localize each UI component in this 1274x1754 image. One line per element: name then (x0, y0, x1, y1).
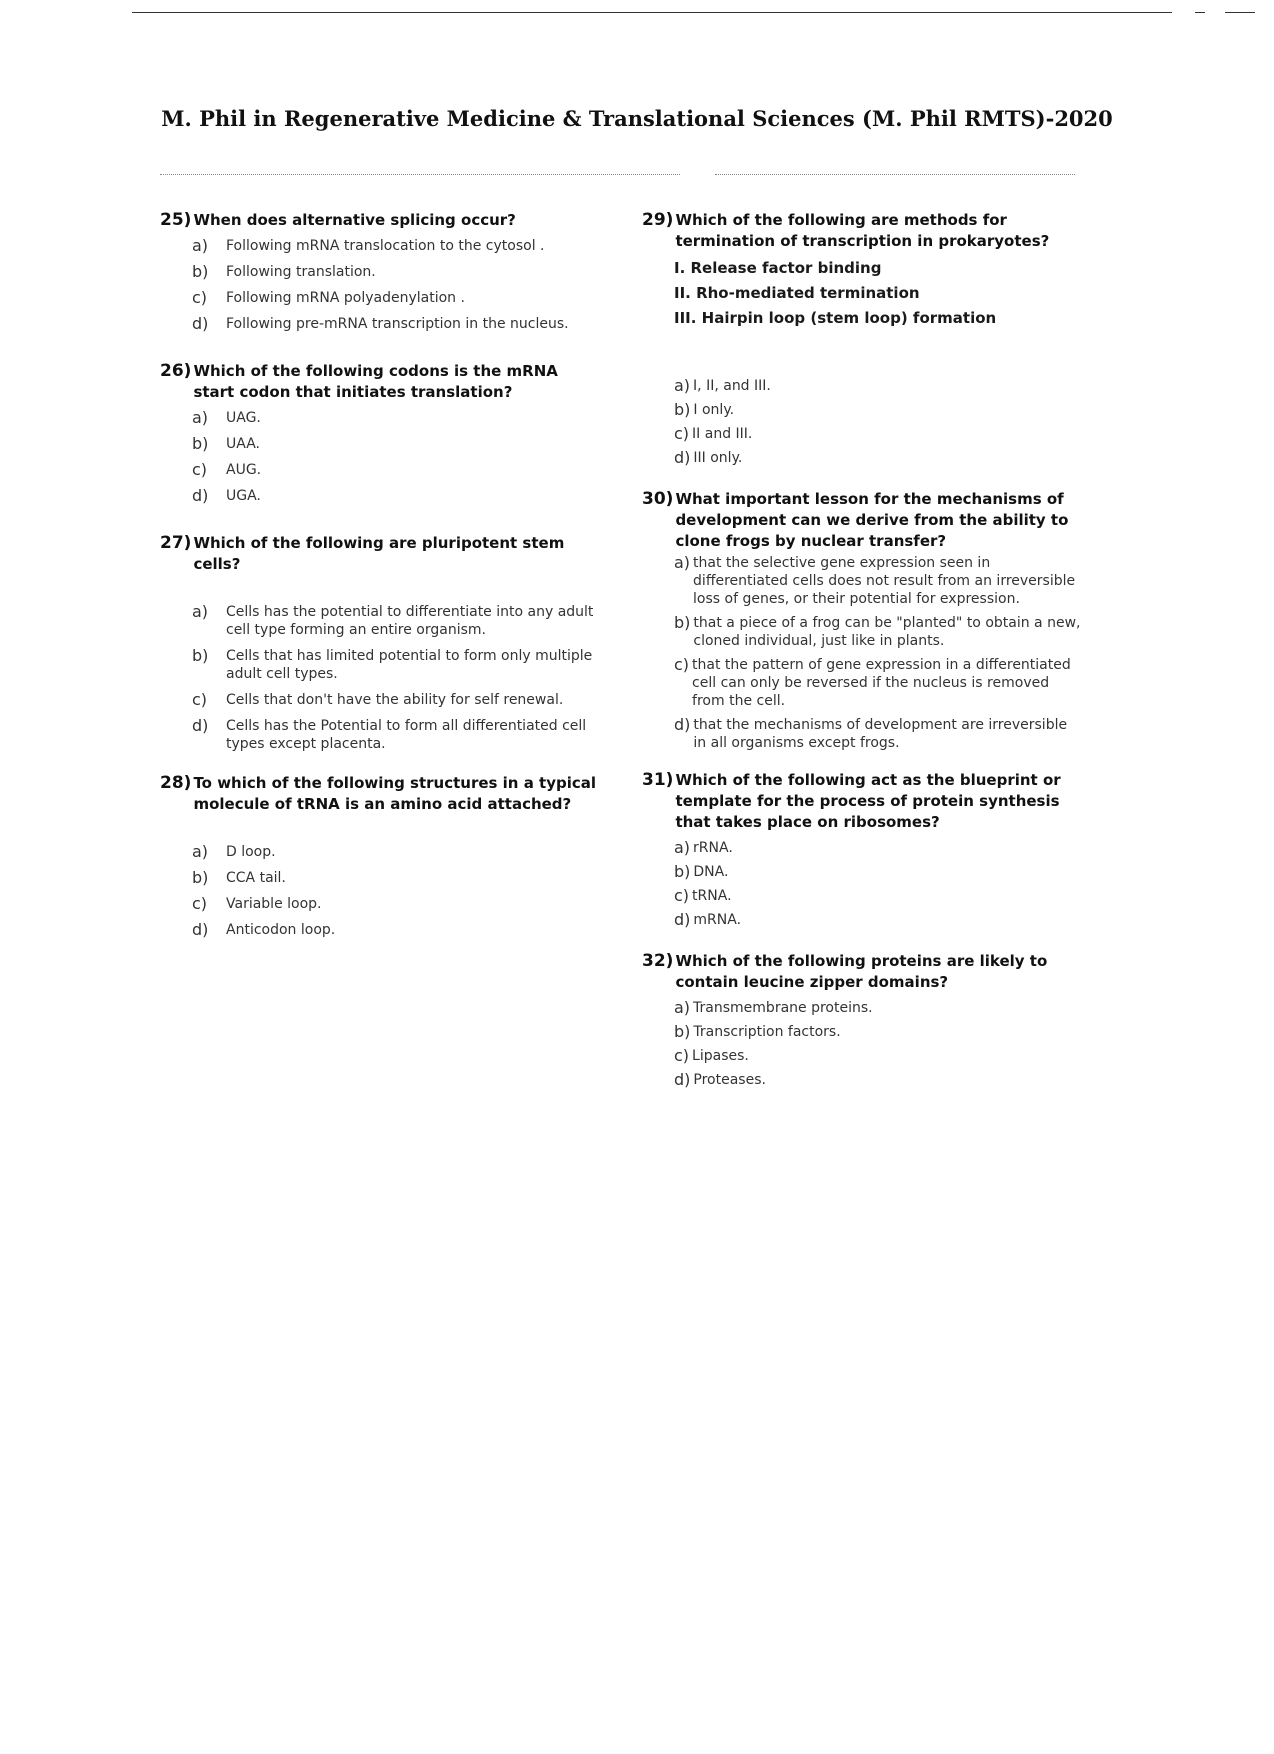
option-b (160, 263, 600, 281)
options-list (160, 603, 600, 753)
question-number: 28) (160, 773, 192, 793)
option-letter: a) (192, 236, 209, 255)
option-text: Variable loop. (226, 896, 322, 912)
option-letter: d) (674, 715, 691, 734)
option-letter: d) (674, 1070, 691, 1089)
option-c (160, 895, 600, 913)
option-c (642, 425, 1082, 443)
option-text: that the mechanisms of development are irreversible in all organisms except frogs. (693, 717, 1068, 751)
question-text: Which of the following are methods for termination of transcription in prokaryotes? (675, 211, 1050, 250)
option-letter: b) (192, 262, 209, 281)
question-heading (160, 533, 600, 575)
question-number: 30) (642, 489, 674, 509)
option-letter: b) (192, 434, 209, 453)
question-number: 29) (642, 210, 674, 230)
option-c (642, 1047, 1082, 1065)
options-list (642, 377, 1082, 467)
option-text: Cells has the Potential to form all differentiated cell types except placenta. (226, 718, 587, 752)
question-heading (642, 951, 1082, 993)
option-letter: a) (192, 408, 209, 427)
option-text: UAG. (226, 410, 261, 426)
option-letter: c) (192, 288, 208, 307)
option-c (642, 887, 1082, 905)
options-list (642, 999, 1082, 1089)
option-text: Cells that don't have the ability for self renewal. (226, 692, 564, 708)
question-heading (160, 361, 600, 403)
option-letter: b) (674, 613, 691, 632)
option-letter: c) (674, 655, 690, 674)
option-letter: c) (192, 690, 208, 709)
option-text: Following mRNA translocation to the cytosol . (226, 238, 545, 254)
question-27 (160, 533, 600, 753)
options-list (160, 237, 600, 333)
option-b (160, 435, 600, 453)
option-text: D loop. (226, 844, 276, 860)
option-d (160, 717, 600, 753)
question-number: 26) (160, 361, 192, 381)
option-text: DNA. (693, 864, 729, 880)
option-text: Following pre-mRNA transcription in the nucleus. (226, 316, 569, 332)
question-heading (642, 210, 1082, 252)
question-heading (642, 770, 1082, 833)
option-letter: d) (192, 920, 209, 939)
question-text: Which of the following act as the blueprint or template for the process of protein synthesis that takes place on ribosomes? (675, 771, 1061, 831)
top-rule (132, 12, 1172, 13)
question-heading (160, 773, 600, 815)
option-letter: b) (192, 868, 209, 887)
option-c (160, 691, 600, 709)
question-heading (642, 489, 1082, 552)
option-b (160, 869, 600, 887)
option-a (642, 999, 1082, 1017)
question-text: Which of the following are pluripotent stem cells? (193, 534, 565, 573)
option-a (642, 377, 1082, 395)
option-a (642, 554, 1082, 608)
option-letter: c) (674, 1046, 690, 1065)
option-letter: b) (674, 862, 691, 881)
option-text: that the pattern of gene expression in a differentiated cell can only be reversed if the nucleus is removed from the cell. (692, 657, 1071, 709)
option-letter: c) (192, 460, 208, 479)
option-text: UGA. (226, 488, 261, 504)
option-letter: d) (192, 716, 209, 735)
option-text: Transmembrane proteins. (693, 1000, 873, 1016)
question-number: 32) (642, 951, 674, 971)
option-text: I, II, and III. (693, 378, 771, 394)
question-text: To which of the following structures in a typical molecule of tRNA is an amino acid attached? (193, 774, 597, 813)
question-30 (642, 489, 1082, 752)
option-letter: a) (192, 602, 209, 621)
option-b (642, 1023, 1082, 1041)
separator-dashes (715, 174, 1075, 175)
option-text: II and III. (692, 426, 753, 442)
option-letter: d) (192, 486, 209, 505)
option-text: Anticodon loop. (226, 922, 336, 938)
option-b (160, 647, 600, 683)
option-text: Following translation. (226, 264, 376, 280)
option-d (642, 911, 1082, 929)
options-list (160, 409, 600, 505)
option-text: Cells has the potential to differentiate into any adult cell type forming an entire organism. (226, 604, 594, 638)
right-column (642, 210, 1082, 1095)
option-text: I only. (693, 402, 735, 418)
option-letter: c) (674, 886, 690, 905)
left-column (160, 210, 600, 947)
question-heading (160, 210, 600, 231)
option-d (160, 487, 600, 505)
option-text: tRNA. (692, 888, 732, 904)
options-list (160, 843, 600, 939)
option-letter: a) (192, 842, 209, 861)
question-25 (160, 210, 600, 333)
option-text: CCA tail. (226, 870, 286, 886)
option-d (642, 716, 1082, 752)
option-text: III only. (693, 450, 743, 466)
option-d (642, 449, 1082, 467)
question-31 (642, 770, 1082, 929)
top-rule-fragment (1195, 12, 1205, 13)
option-text: rRNA. (693, 840, 733, 856)
option-letter: d) (192, 314, 209, 333)
options-list (642, 554, 1082, 752)
option-letter: b) (192, 646, 209, 665)
option-letter: d) (674, 448, 691, 467)
question-26 (160, 361, 600, 505)
option-c (160, 461, 600, 479)
option-d (642, 1071, 1082, 1089)
question-text: Which of the following proteins are likely to contain leucine zipper domains? (675, 952, 1048, 991)
page-title: M. Phil in Regenerative Medicine & Translational Sciences (M. Phil RMTS)-2020 (161, 106, 1113, 131)
question-number: 27) (160, 533, 192, 553)
statement-3: III. Hairpin loop (stem loop) formation (674, 309, 997, 327)
option-text: Transcription factors. (693, 1024, 841, 1040)
option-text: Lipases. (692, 1048, 749, 1064)
option-b (642, 863, 1082, 881)
option-a (642, 839, 1082, 857)
option-c (642, 656, 1082, 710)
option-c (160, 289, 600, 307)
option-letter: b) (674, 1022, 691, 1041)
option-a (160, 237, 600, 255)
separator-dashes (160, 174, 680, 175)
question-text: What important lesson for the mechanisms of development can we derive from the ability to clone frogs by nuclear transfer? (675, 490, 1069, 550)
option-letter: d) (674, 910, 691, 929)
option-a (160, 843, 600, 861)
option-letter: c) (192, 894, 208, 913)
option-a (160, 409, 600, 427)
question-29 (642, 210, 1082, 467)
top-rule-fragment (1225, 12, 1255, 13)
option-d (160, 921, 600, 939)
option-letter: a) (674, 553, 691, 572)
option-letter: c) (674, 424, 690, 443)
question-28 (160, 773, 600, 939)
option-letter: a) (674, 838, 691, 857)
option-a (160, 603, 600, 639)
option-text: that the selective gene expression seen in differentiated cells does not result from an irreversible loss of genes, or their potential for expression. (693, 555, 1076, 607)
question-32 (642, 951, 1082, 1089)
question-text: Which of the following codons is the mRNA start codon that initiates translation? (193, 362, 558, 401)
option-letter: b) (674, 400, 691, 419)
statement-1: I. Release factor binding (674, 259, 882, 277)
option-d (160, 315, 600, 333)
option-letter: a) (674, 998, 691, 1017)
statement-list (674, 256, 1082, 331)
option-text: UAA. (226, 436, 260, 452)
question-text: When does alternative splicing occur? (193, 211, 516, 229)
statement-2: II. Rho-mediated termination (674, 284, 920, 302)
option-text: Following mRNA polyadenylation . (226, 290, 465, 306)
option-b (642, 614, 1082, 650)
option-text: mRNA. (693, 912, 742, 928)
option-text: Cells that has limited potential to form only multiple adult cell types. (226, 648, 593, 682)
option-text: that a piece of a frog can be "planted" to obtain a new, cloned individual, just like in plants. (693, 615, 1081, 649)
option-b (642, 401, 1082, 419)
option-text: AUG. (226, 462, 262, 478)
question-number: 31) (642, 770, 674, 790)
option-letter: a) (674, 376, 691, 395)
question-number: 25) (160, 210, 192, 230)
option-text: Proteases. (693, 1072, 766, 1088)
options-list (642, 839, 1082, 929)
